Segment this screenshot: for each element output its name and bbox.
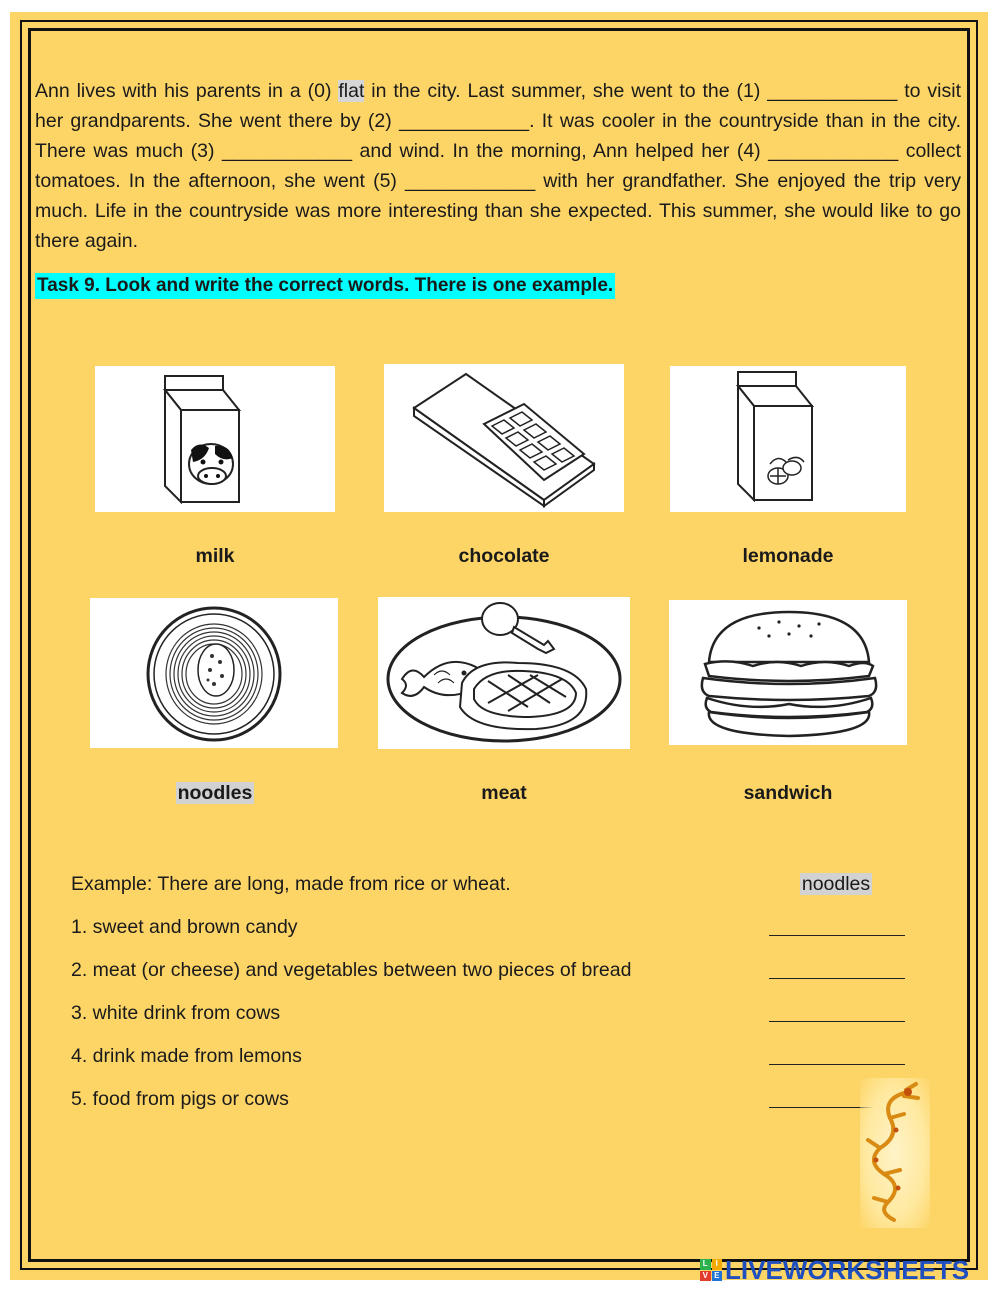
question-text: 2. meat (or cheese) and vegetables between two pieces of bread — [71, 959, 632, 981]
example-word: flat — [338, 80, 365, 102]
picture-label-chocolate: chocolate — [458, 545, 550, 567]
dragon-icon — [860, 1078, 930, 1228]
answer-blank[interactable] — [769, 1021, 905, 1022]
question-1 — [71, 912, 911, 942]
picture-label-noodles: noodles — [177, 782, 253, 804]
milk-carton-icon — [95, 366, 335, 512]
meat-plate-icon — [378, 597, 630, 749]
example-answer: noodles — [801, 873, 871, 895]
answer-blank[interactable] — [769, 978, 905, 979]
picture-label-meat: meat — [481, 782, 527, 804]
burger-icon — [669, 600, 907, 745]
question-4 — [71, 1041, 911, 1071]
question-text: 5. food from pigs or cows — [71, 1088, 289, 1110]
question-text: Example: There are long, made from rice or wheat. — [71, 873, 511, 895]
question-text: 4. drink made from lemons — [71, 1045, 302, 1067]
lemonade-picture — [670, 366, 906, 512]
brand-name: LIVEWORKSHEETS — [725, 1254, 970, 1285]
milk-picture — [95, 366, 335, 512]
noodle-plate-icon — [90, 598, 338, 748]
brand-logo-icon: L I V E — [700, 1259, 722, 1281]
question-2 — [71, 955, 911, 985]
question-5 — [71, 1084, 911, 1114]
question-text: 3. white drink from cows — [71, 1002, 281, 1024]
liveworksheets-brand[interactable] — [700, 1256, 969, 1284]
picture-label-sandwich: sandwich — [743, 782, 833, 804]
answer-blank[interactable] — [769, 935, 905, 936]
answer-blank[interactable] — [769, 1064, 905, 1065]
noodles-picture — [90, 598, 338, 748]
sandwich-picture — [669, 600, 907, 745]
question-3 — [71, 998, 911, 1028]
lemonade-carton-icon — [670, 366, 906, 512]
picture-label-lemonade: lemonade — [742, 545, 834, 567]
dragon-decoration — [860, 1078, 930, 1228]
meat-picture — [378, 597, 630, 749]
picture-label-milk: milk — [195, 545, 235, 567]
chocolate-bar-icon — [384, 364, 624, 512]
chocolate-picture — [384, 364, 624, 512]
example-question — [71, 869, 911, 899]
question-text: 1. sweet and brown candy — [71, 916, 298, 938]
reading-passage: Ann lives with his parents in a (0) flat in the city. Last summer, she went to the (1) ____________ to visit her grandparents. She went there by (2) ____________. It was cooler in the countryside than in the city. There was much (3) ____________ and wind. In the morning, Ann helped her (4) ____________ collect tomatoes. In the afternoon, she went (5) ____________ with her grandfather. She enjoyed the trip very much. Life in the countryside was more interesting than she expected. This summer, she would like to go there again. — [35, 80, 961, 252]
task-title: Task 9. Look and write the correct words. There is one example. — [35, 273, 615, 299]
